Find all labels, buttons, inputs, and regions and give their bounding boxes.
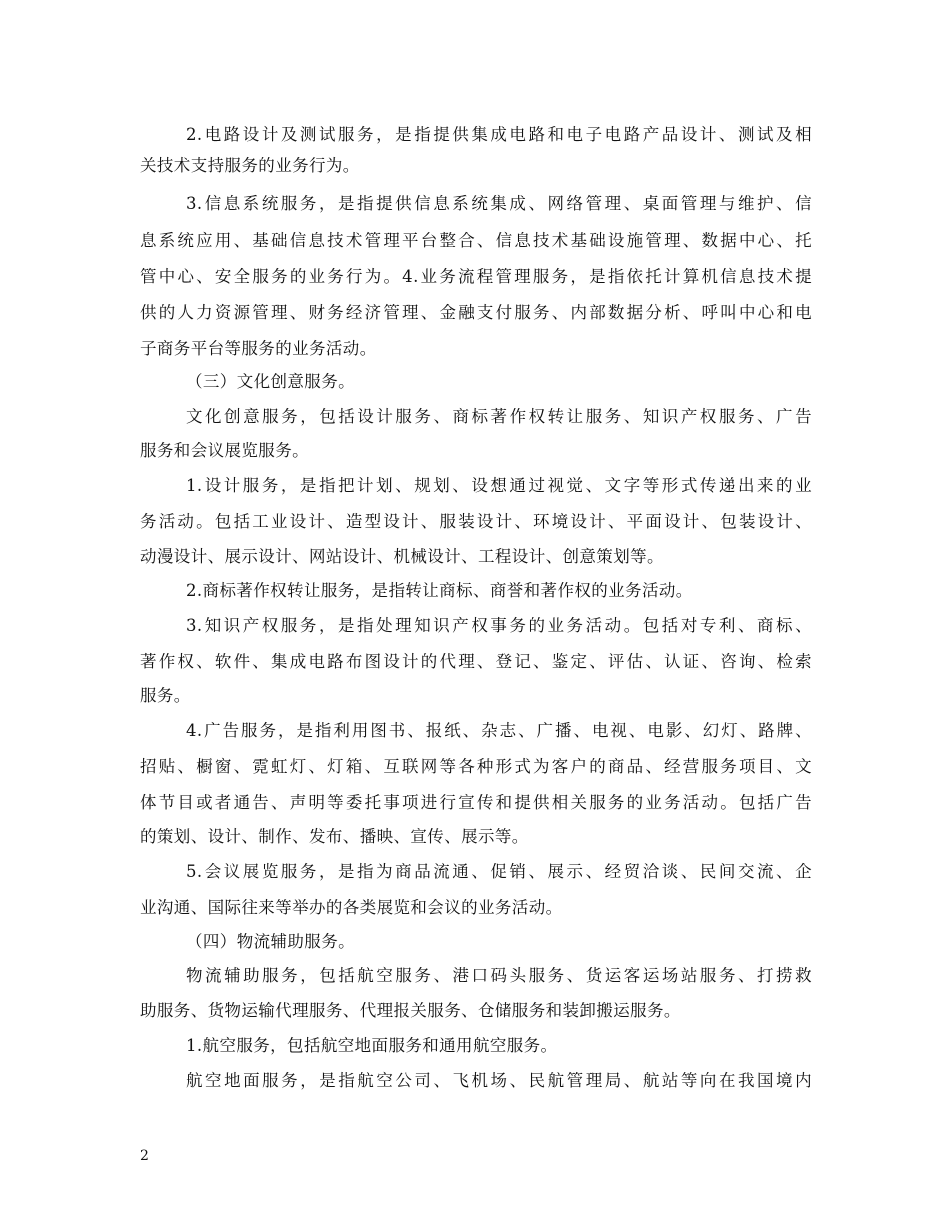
text-line: 著作权、软件、集成电路布图设计的代理、登记、鉴定、评估、认证、咨询、检索 <box>140 652 812 671</box>
text-line: 1.航空服务，包括航空地面服务和通用航空服务。 <box>186 1036 558 1055</box>
text-line: 关技术支持服务的业务行为。 <box>140 156 360 175</box>
text-line: 动漫设计、展示设计、网站设计、机械设计、工程设计、创意策划等。 <box>140 547 664 566</box>
section-heading: （四）物流辅助服务。 <box>186 932 355 951</box>
section-heading: （三）文化创意服务。 <box>186 372 355 391</box>
text-line: 3.信息系统服务，是指提供信息系统集成、网络管理、桌面管理与维护、信 <box>186 194 812 213</box>
text-line: 1.设计服务，是指把计划、规划、设想通过视觉、文字等形式传递出来的业 <box>186 476 812 495</box>
page-number: 2 <box>140 1148 149 1164</box>
text-line: 服务。 <box>140 686 191 705</box>
text-line: 业沟通、国际往来等举办的各类展览和会议的业务活动。 <box>140 898 563 917</box>
text-line: 息系统应用、基础信息技术管理平台整合、信息技术基础设施管理、数据中心、托 <box>140 231 812 250</box>
text-line: 3.知识产权服务，是指处理知识产权事务的业务活动。包括对专利、商标、 <box>186 616 812 635</box>
text-line: 体节目或者通告、声明等委托事项进行宣传和提供相关服务的业务活动。包括广告 <box>140 793 812 812</box>
text-line: 文化创意服务，包括设计服务、商标著作权转让服务、知识产权服务、广告 <box>186 407 812 426</box>
text-line: 5.会议展览服务，是指为商品流通、促销、展示、经贸洽谈、民间交流、企 <box>186 862 812 881</box>
text-line: 供的人力资源管理、财务经济管理、金融支付服务、内部数据分析、呼叫中心和电 <box>140 303 812 322</box>
text-line: 2.商标著作权转让服务，是指转让商标、商誉和著作权的业务活动。 <box>186 581 693 600</box>
text-line: 2.电路设计及测试服务，是指提供集成电路和电子电路产品设计、测试及相 <box>186 125 812 144</box>
text-line: 的策划、设计、制作、发布、播映、宣传、展示等。 <box>140 827 529 846</box>
text-line: 招贴、橱窗、霓虹灯、灯箱、互联网等各种形式为客户的商品、经营服务项目、文 <box>140 757 812 776</box>
text-line: 物流辅助服务，包括航空服务、港口码头服务、货运客运场站服务、打捞救 <box>186 966 812 985</box>
text-line: 助服务、货物运输代理服务、代理报关服务、仓储服务和装卸搬运服务。 <box>140 1001 681 1020</box>
text-line: 管中心、安全服务的业务行为。4.业务流程管理服务，是指依托计算机信息技术提 <box>140 267 812 286</box>
text-line: 服务和会议展览服务。 <box>140 441 309 460</box>
text-line: 4.广告服务，是指利用图书、报纸、杂志、广播、电视、电影、幻灯、路牌、 <box>186 721 812 740</box>
text-line: 航空地面服务，是指航空公司、飞机场、民航管理局、航站等向在我国境内 <box>186 1071 812 1090</box>
text-line: 务活动。包括工业设计、造型设计、服装设计、环境设计、平面设计、包装设计、 <box>140 512 812 531</box>
text-line: 子商务平台等服务的业务活动。 <box>140 339 377 358</box>
